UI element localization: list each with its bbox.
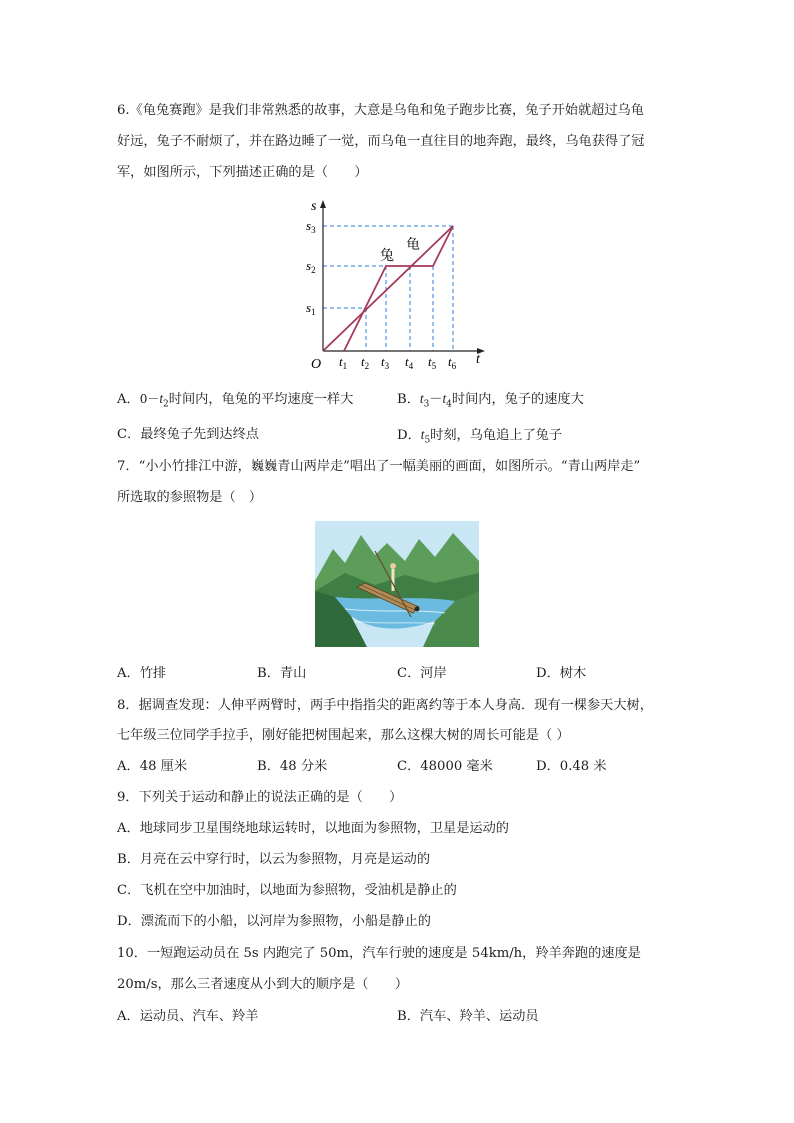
q8-text-line-1: 8．据调查发现：人伸平两臂时，两手中指指尖的距离约等于本人身高．现有一棵参天大树， (117, 698, 653, 713)
rabbit-label: 兔 (380, 249, 394, 264)
y-tick-s2: $s_2$ (306, 258, 316, 275)
q10-text-line-2: 20m/s，那么三者速度从小到大的顺序是（ ） (117, 977, 409, 992)
y-axis-arrow (320, 200, 326, 208)
q7-text-line-2: 所选取的参照物是（ ） (117, 490, 263, 505)
q10-option-a: A．运动员、汽车、羚羊 (117, 1009, 259, 1024)
x-tick-t4: $t_4$ (405, 354, 414, 371)
y-tick-s1: $s_1$ (306, 300, 316, 317)
q10-text-line-1: 10．一短跑运动员在 5s 内跑完了 50m，汽车行驶的速度是 54km/h，羚羊奔跑的速度是 (117, 946, 641, 961)
x-axis-label: t (476, 352, 480, 367)
origin-label: O (311, 357, 322, 372)
q7-text-line-1: 7．“小小竹排江中游，巍巍青山两岸走”唱出了一幅美丽的画面，如图所示。“青山两岸走” (117, 459, 641, 474)
q8-option-d: D．0.48 米 (536, 759, 607, 774)
q8-option-a: A．48 厘米 (117, 759, 188, 774)
x-tick-t1: $t_1$ (339, 354, 348, 371)
q6-st-graph (296, 196, 496, 376)
q8-option-c: C．48000 毫米 (397, 759, 493, 774)
q9-option-d: D．漂流而下的小船，以河岸为参照物，小船是静止的 (117, 914, 431, 929)
q6-option-c: C．最终兔子先到达终点 (117, 427, 259, 442)
q10-option-b: B．汽车、羚羊、运动员 (397, 1009, 539, 1024)
q9-option-a: A．地球同步卫星围绕地球运转时，以地面为参照物，卫星是运动的 (117, 821, 509, 836)
x-tick-t5: $t_5$ (428, 354, 437, 371)
q6-text-line-1: 6.《龟兔赛跑》是我们非常熟悉的故事，大意是乌龟和兔子跑步比赛，兔子开始就超过乌龟 (117, 103, 644, 118)
x-tick-t2: $t_2$ (361, 354, 370, 371)
q9-option-c: C．飞机在空中加油时，以地面为参照物，受油机是静止的 (117, 883, 457, 898)
bamboo-raft-illustration (315, 521, 479, 647)
q6-text-line-3: 军，如图所示，下列描述正确的是（ ） (117, 165, 368, 180)
q9-option-b: B．月亮在云中穿行时，以云为参照物，月亮是运动的 (117, 852, 431, 867)
q9-text-line-1: 9．下列关于运动和静止的说法正确的是（ ） (117, 790, 403, 805)
q7-option-a: A．竹排 (117, 666, 167, 681)
y-tick-s3: $s_3$ (306, 218, 316, 235)
q6-option-d: D．$t_5$时刻，乌龟追上了兔子 (397, 427, 563, 446)
q7-option-d: D．树木 (536, 666, 587, 681)
x-tick-t6: $t_6$ (448, 354, 457, 371)
q7-option-c: C．河岸 (397, 666, 447, 681)
q6-option-a: A．$0-t_2$时间内，龟兔的平均速度一样大 (117, 391, 354, 410)
y-axis-label: s (311, 199, 317, 214)
rabbit-curve (344, 226, 453, 351)
q8-option-b: B．48 分米 (257, 759, 328, 774)
q8-text-line-2: 七年级三位同学手拉手，刚好能把树围起来，那么这棵大树的周长可能是（ ） (117, 728, 570, 743)
tortoise-label: 龟 (406, 238, 420, 253)
q6-option-b: B．$t_3-t_4$时间内，兔子的速度大 (397, 391, 584, 410)
x-tick-t3: $t_3$ (381, 354, 390, 371)
q6-text-line-2: 好远，兔子不耐烦了，并在路边睡了一觉，而乌龟一直往目的地奔跑，最终，乌龟获得了冠 (117, 134, 645, 149)
q7-option-b: B．青山 (257, 666, 307, 681)
